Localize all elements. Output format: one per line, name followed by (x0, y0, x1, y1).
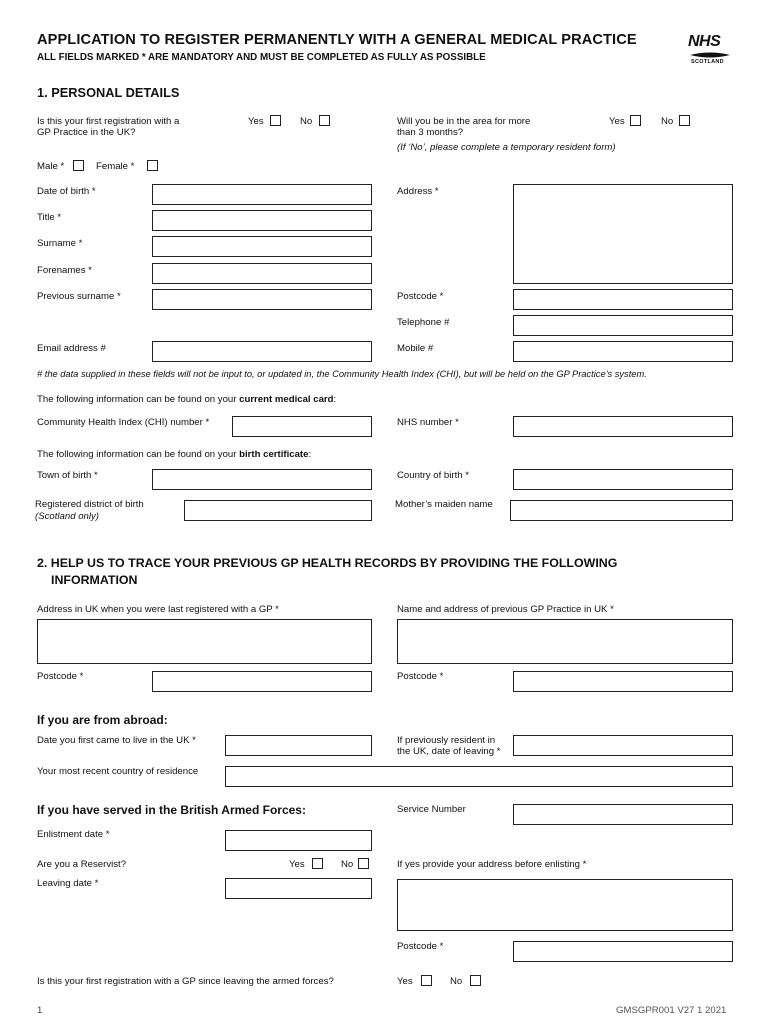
abroad-heading: If you are from abroad: (37, 713, 168, 727)
form-subtitle: ALL FIELDS MARKED * ARE MANDATORY AND MUST BE COMPLETED AS FULLY AS POSSIBLE (37, 52, 486, 63)
page-number: 1 (37, 1005, 43, 1016)
form-code: GMSGPR001 V27 1 2021 (616, 1005, 727, 1016)
reservist-label: Are you a Reservist? (37, 859, 127, 870)
uk-postcode-label: Postcode * (37, 671, 84, 682)
telephone-field[interactable] (513, 315, 733, 336)
postcode-field[interactable] (513, 289, 733, 310)
first-reg-no-label: No (300, 116, 313, 127)
section2-heading-line1: 2. HELP US TO TRACE YOUR PREVIOUS GP HEALTH RECORDS BY PROVIDING THE FOLLOWING (37, 556, 618, 570)
area-question-line2: than 3 months? (397, 127, 464, 138)
reg-district-label-line2: (Scotland only) (35, 511, 99, 522)
first-reg-yes-checkbox[interactable] (270, 115, 281, 126)
service-number-label: Service Number (397, 804, 466, 815)
mobile-label: Mobile # (397, 343, 434, 354)
form-title: APPLICATION TO REGISTER PERMANENTLY WITH A GENERAL MEDICAL PRACTICE (37, 32, 637, 48)
address-label: Address * (397, 186, 439, 197)
surname-label: Surname * (37, 238, 83, 249)
uk-address-label: Address in UK when you were last registered with a GP * (37, 604, 279, 615)
town-birth-label: Town of birth * (37, 470, 98, 481)
section1-heading: 1. PERSONAL DETAILS (37, 85, 180, 100)
prev-practice-label: Name and address of previous GP Practice in UK * (397, 604, 614, 615)
first-reg-question-line2: GP Practice in the UK? (37, 127, 136, 138)
area-no-checkbox[interactable] (679, 115, 690, 126)
date-leaving-field[interactable] (513, 735, 733, 756)
male-checkbox[interactable] (73, 160, 84, 171)
recent-country-label: Your most recent country of residence (37, 766, 199, 777)
prev-surname-label: Previous surname * (37, 291, 121, 302)
service-number-field[interactable] (513, 804, 733, 825)
mobile-field[interactable] (513, 341, 733, 362)
area-no-label: No (661, 116, 674, 127)
male-label: Male * (37, 161, 65, 172)
chi-field[interactable] (232, 416, 372, 437)
female-label: Female * (96, 161, 135, 172)
prev-surname-field[interactable] (152, 289, 372, 310)
nhs-number-label: NHS number * (397, 417, 459, 428)
logo-swoosh-icon (688, 51, 732, 59)
country-birth-label: Country of birth * (397, 470, 469, 481)
forces-postcode-label: Postcode * (397, 941, 444, 952)
area-yes-label: Yes (609, 116, 625, 127)
reservist-no-checkbox[interactable] (358, 858, 369, 869)
town-birth-field[interactable] (152, 469, 372, 490)
uk-address-field[interactable] (37, 619, 372, 664)
area-yes-checkbox[interactable] (630, 115, 641, 126)
leaving-date-field[interactable] (225, 878, 372, 899)
dob-label: Date of birth * (37, 186, 96, 197)
forenames-label: Forenames * (37, 265, 92, 276)
logo-text: NHS (688, 33, 721, 50)
first-since-forces-yes-checkbox[interactable] (421, 975, 432, 986)
reg-district-field[interactable] (184, 500, 372, 521)
email-field[interactable] (152, 341, 372, 362)
first-since-forces-no-checkbox[interactable] (470, 975, 481, 986)
nhs-scotland-logo (688, 34, 736, 66)
surname-field[interactable] (152, 236, 372, 257)
chi-label: Community Health Index (CHI) number * (37, 417, 210, 428)
email-label: Email address # (37, 343, 106, 354)
mothers-maiden-label: Mother’s maiden name (395, 499, 493, 510)
telephone-label: Telephone # (397, 317, 450, 328)
section2-heading-line2: INFORMATION (51, 573, 138, 587)
uk-postcode-field[interactable] (152, 671, 372, 692)
title-field[interactable] (152, 210, 372, 231)
female-checkbox[interactable] (147, 160, 158, 171)
prev-practice-postcode-field[interactable] (513, 671, 733, 692)
enlistment-label: Enlistment date * (37, 829, 110, 840)
first-reg-no-checkbox[interactable] (319, 115, 330, 126)
area-question-line1: Will you be in the area for more (397, 116, 531, 127)
enlistment-field[interactable] (225, 830, 372, 851)
address-field[interactable] (513, 184, 733, 284)
nhs-number-field[interactable] (513, 416, 733, 437)
reservist-yes-checkbox[interactable] (312, 858, 323, 869)
logo-subtext: SCOTLAND (691, 59, 724, 65)
postcode-label: Postcode * (397, 291, 444, 302)
prev-practice-postcode-label: Postcode * (397, 671, 444, 682)
first-reg-question-line1: Is this your first registration with a (37, 116, 180, 127)
prev-resident-label-line1: If previously resident in (397, 735, 496, 746)
mothers-maiden-field[interactable] (510, 500, 733, 521)
first-since-forces-label: Is this your first registration with a GP since leaving the armed forces? (37, 976, 334, 987)
prev-resident-label-line2: the UK, date of leaving * (397, 746, 501, 757)
first-reg-yes-label: Yes (248, 116, 264, 127)
title-label: Title * (37, 212, 62, 223)
medical-card-note: The following information can be found on your current medical card: (37, 394, 337, 405)
area-note: (If ‘No’, please complete a temporary resident form) (397, 142, 616, 153)
forces-heading: If you have served in the British Armed Forces: (37, 803, 306, 817)
address-before-field[interactable] (397, 879, 733, 931)
prev-practice-field[interactable] (397, 619, 733, 664)
date-came-label: Date you first came to live in the UK * (37, 735, 196, 746)
date-came-field[interactable] (225, 735, 372, 756)
country-birth-field[interactable] (513, 469, 733, 490)
address-before-label: If yes provide your address before enlisting * (397, 859, 587, 870)
reg-district-label-line1: Registered district of birth (35, 499, 144, 510)
forces-postcode-field[interactable] (513, 941, 733, 962)
hash-note: # the data supplied in these fields will not be input to, or updated in, the Community Health Index (CHI), but will be held on the GP Practice’s system. (37, 369, 647, 379)
first-since-forces-yes-label: Yes (397, 976, 413, 987)
first-since-forces-no-label: No (450, 976, 463, 987)
forenames-field[interactable] (152, 263, 372, 284)
birth-certificate-note: The following information can be found on your birth certificate: (37, 449, 312, 460)
recent-country-field[interactable] (225, 766, 733, 787)
leaving-date-label: Leaving date * (37, 878, 99, 889)
reservist-no-label: No (341, 859, 354, 870)
reservist-yes-label: Yes (289, 859, 305, 870)
dob-field[interactable] (152, 184, 372, 205)
